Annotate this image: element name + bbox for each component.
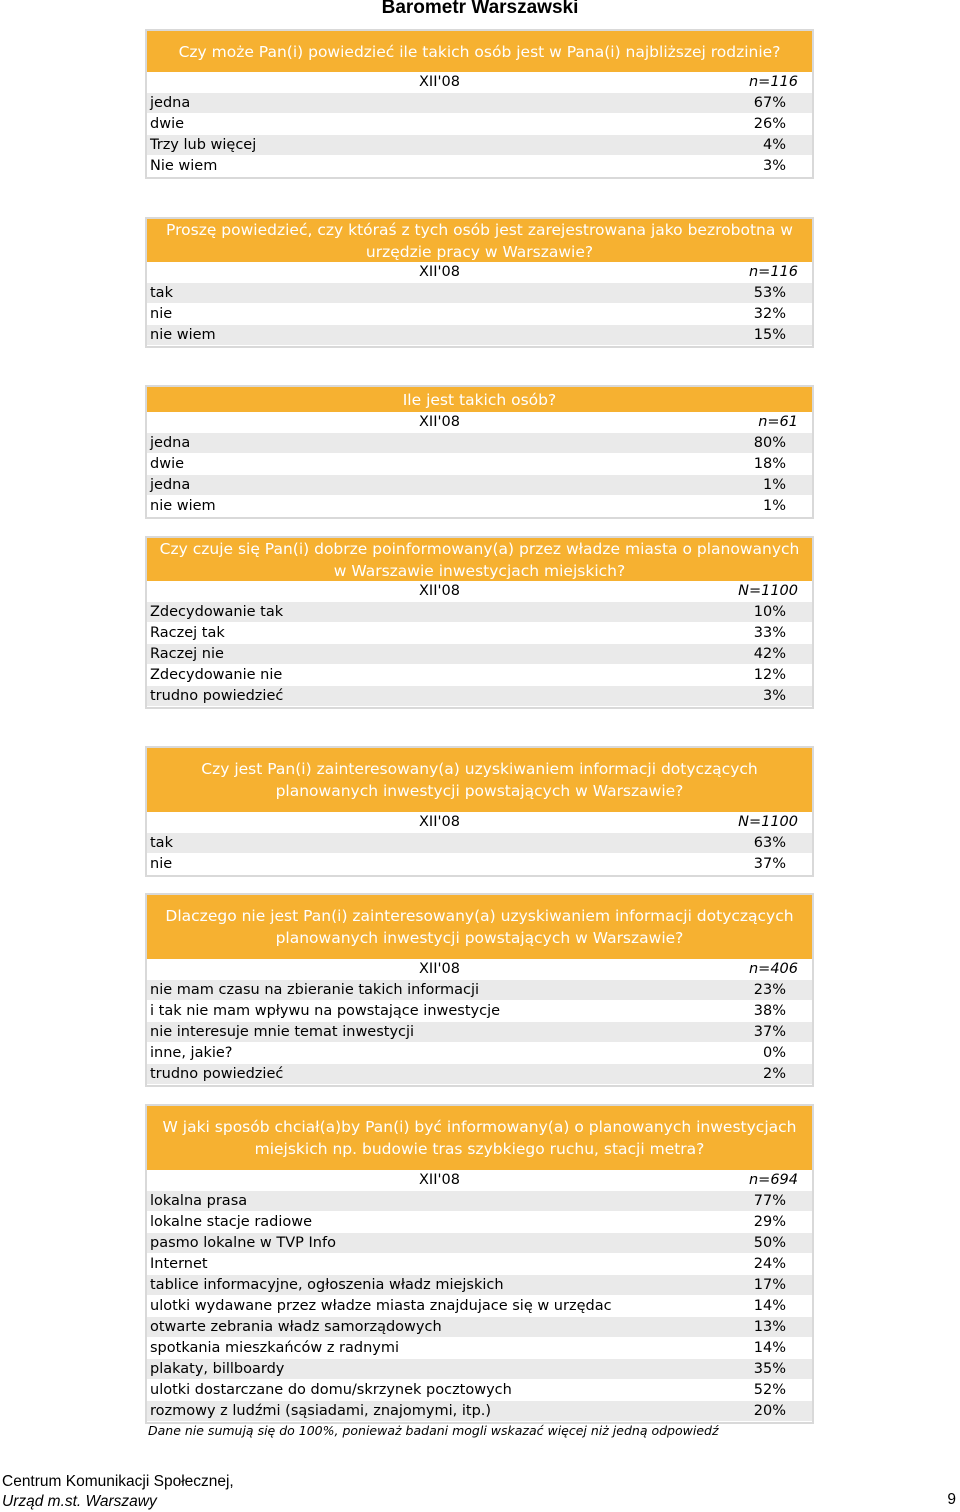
table-row: Raczej nie 42% xyxy=(147,644,812,665)
table-row: ulotki dostarczane do domu/skrzynek pocztowych 52% xyxy=(147,1380,812,1401)
sample-size: n=406 xyxy=(748,961,798,977)
table-row: lokalne stacje radiowe 29% xyxy=(147,1212,812,1233)
sample-size: n=694 xyxy=(748,1172,798,1188)
sample-size: n=116 xyxy=(748,264,798,280)
table-row: dwie 18% xyxy=(147,454,812,475)
table-row: trudno powiedzieć 3% xyxy=(147,686,812,707)
survey-table-preferred-channels xyxy=(145,1104,814,1424)
question-header: W jaki sposób chciał(a)by Pan(i) być informowany(a) o planowanych inwestycjach miejskich np. budowie tras szybkiego ruchu, stacji metra? xyxy=(147,1106,812,1170)
period-row xyxy=(147,1170,812,1191)
table-row: nie 32% xyxy=(147,304,812,325)
survey-table-why-not-interested xyxy=(145,893,814,1087)
table-row: spotkania mieszkańców z radnymi 14% xyxy=(147,1338,812,1359)
table-row: nie interesuje mnie temat inwestycji 37% xyxy=(147,1022,812,1043)
table-row: trudno powiedzieć 2% xyxy=(147,1064,812,1085)
table-row: ulotki wydawane przez władze miasta znajdujace się w urzędac 14% xyxy=(147,1296,812,1317)
table-row: jedna 1% xyxy=(147,475,812,496)
table-row: lokalna prasa 77% xyxy=(147,1191,812,1212)
table-row: jedna 80% xyxy=(147,433,812,454)
period-row xyxy=(147,959,812,980)
period-label: XII'08 xyxy=(419,961,460,977)
footer-org: Centrum Komunikacji Społecznej, xyxy=(2,1473,234,1490)
table-row: rozmowy z ludźmi (sąsiadami, znajomymi, itp.) 20% xyxy=(147,1401,812,1422)
survey-table-interested xyxy=(145,746,814,877)
question-header: Czy czuje się Pan(i) dobrze poinformowany(a) przez władze miasta o planowanych w Warszawie inwestycjach miejskich? xyxy=(147,538,812,581)
table-row: plakaty, billboardy 35% xyxy=(147,1359,812,1380)
period-label: XII'08 xyxy=(419,414,460,430)
survey-table-how-many xyxy=(145,385,814,519)
question-header: Proszę powiedzieć, czy któraś z tych osób jest zarejestrowana jako bezrobotna w urzędzie pracy w Warszawie? xyxy=(147,219,812,262)
question-header: Czy jest Pan(i) zainteresowany(a) uzyskiwaniem informacji dotyczących planowanych inwestycji powstających w Warszawie? xyxy=(147,748,812,812)
table-row: tak 53% xyxy=(147,283,812,304)
table-row: i tak nie mam wpływu na powstające inwestycje 38% xyxy=(147,1001,812,1022)
table-row: nie mam czasu na zbieranie takich informacji 23% xyxy=(147,980,812,1001)
table-row: dwie 26% xyxy=(147,114,812,135)
period-label: XII'08 xyxy=(419,814,460,830)
table-row: Nie wiem 3% xyxy=(147,156,812,177)
period-label: XII'08 xyxy=(419,264,460,280)
period-label: XII'08 xyxy=(419,583,460,599)
question-header: Dlaczego nie jest Pan(i) zainteresowany(a) uzyskiwaniem informacji dotyczących planowanych inwestycji powstających w Warszawie? xyxy=(147,895,812,959)
table-row: tak 63% xyxy=(147,833,812,854)
page-footer xyxy=(2,1472,234,1512)
period-row xyxy=(147,262,812,283)
survey-table-well-informed xyxy=(145,536,814,709)
page-title: Barometr Warszawski xyxy=(381,0,579,18)
table-row: Zdecydowanie nie 12% xyxy=(147,665,812,686)
table-row: Trzy lub więcej 4% xyxy=(147,135,812,156)
sample-size: N=1100 xyxy=(738,814,798,830)
period-row xyxy=(147,812,812,833)
table-row: pasmo lokalne w TVP Info 50% xyxy=(147,1233,812,1254)
table-row: Internet 24% xyxy=(147,1254,812,1275)
table-row: nie wiem 15% xyxy=(147,325,812,346)
period-row xyxy=(147,412,812,433)
table-row: nie 37% xyxy=(147,854,812,875)
sample-size: N=1100 xyxy=(738,583,798,599)
period-label: XII'08 xyxy=(419,1172,460,1188)
table-row: nie wiem 1% xyxy=(147,496,812,517)
table-row: jedna 67% xyxy=(147,93,812,114)
period-row xyxy=(147,72,812,93)
table-row: Zdecydowanie tak 10% xyxy=(147,602,812,623)
footnote: Dane nie sumują się do 100%, ponieważ badani mogli wskazać więcej niż jedną odpowiedź xyxy=(148,1423,719,1438)
table-row: Raczej tak 33% xyxy=(147,623,812,644)
question-header: Czy może Pan(i) powiedzieć ile takich osób jest w Pana(i) najbliższej rodzinie? xyxy=(147,31,812,72)
sample-size: n=116 xyxy=(748,74,798,90)
sample-size: n=61 xyxy=(758,414,798,430)
table-row: inne, jakie? 0% xyxy=(147,1043,812,1064)
page-number: 9 xyxy=(947,1491,956,1508)
period-row xyxy=(147,581,812,602)
survey-table-family-count xyxy=(145,29,814,179)
survey-table-unemployed-registered xyxy=(145,217,814,348)
question-header: Ile jest takich osób? xyxy=(147,387,812,412)
table-row: tablice informacyjne, ogłoszenia władz miejskich 17% xyxy=(147,1275,812,1296)
footer-office: Urząd m.st. Warszawy xyxy=(2,1493,157,1510)
table-row: otwarte zebrania władz samorządowych 13% xyxy=(147,1317,812,1338)
period-label: XII'08 xyxy=(419,74,460,90)
